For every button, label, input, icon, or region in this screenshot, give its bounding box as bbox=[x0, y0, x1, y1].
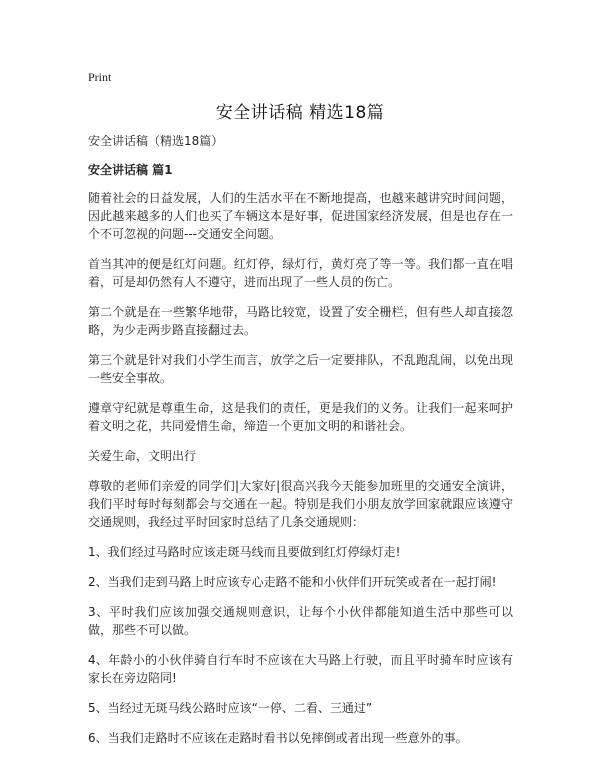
list-item-rule-5: 5、当经过无斑马线公路时应该“一停、二看、三通过” bbox=[88, 701, 373, 715]
paragraph-fence: 第二个就是在一些繁华地带，马路比较宽，设置了安全栅栏，但有些人却直接忽略，为少走两步路直接翻过去。 bbox=[88, 305, 513, 337]
print-link[interactable]: Print bbox=[88, 70, 112, 84]
document-subtitle: 安全讲话稿（精选18篇） bbox=[88, 134, 224, 148]
paragraph-red-light: 首当其冲的便是红灯问题。红灯停，绿灯行，黄灯亮了等一等。我们都一直在唱着，可是却仍然有人不遵守，进而出现了一些人员的伤亡。 bbox=[88, 257, 513, 289]
section-heading: 安全讲话稿 篇1 bbox=[88, 163, 173, 177]
paragraph-intro: 随着社会的日益发展，人们的生活水平在不断地提高，也越来越讲究时间问题，因此越来越多的人们也买了车辆这本是好事，促进国家经济发展，但是也存在一个不可忽视的问题---交通安全问题。 bbox=[88, 191, 513, 241]
paragraph-subheading: 关爱生命，文明出行 bbox=[88, 449, 197, 463]
list-item-rule-6: 6、当我们走路时不应该在走路时看书以免摔倒或者出现一些意外的事。 bbox=[88, 731, 468, 745]
paragraph-students: 第三个就是针对我们小学生而言，放学之后一定要排队，不乱跑乱闹，以免出现一些安全事故。 bbox=[88, 353, 513, 385]
list-item-rule-1: 1、我们经过马路时应该走斑马线而且要做到红灯停绿灯走! bbox=[88, 545, 401, 559]
document-body bbox=[88, 132, 513, 759]
list-item-rule-4: 4、年龄小的小伙伴骑自行车时不应该在大马路上行驶，而且平时骑车时应该有家长在旁边陪同! bbox=[88, 653, 513, 685]
paragraph-speech-intro: 尊敬的老师们亲爱的同学们|大家好|很高兴我今天能参加班里的交通安全演讲，我们平时每时每刻都会与交通在一起。特别是我们小朋友放学回家就跟应该遵守交通规则，我经过平时回家时总结了几条交通规则： bbox=[88, 479, 513, 529]
document-title: 安全讲话稿 精选18篇 bbox=[215, 103, 385, 123]
list-item-rule-3: 3、平时我们应该加强交通规则意识，让每个小伙伴都能知道生活中那些可以做，那些不可以做。 bbox=[88, 605, 513, 637]
paragraph-respect-life: 遵章守纪就是尊重生命，这是我们的责任，更是我们的义务。让我们一起来呵护着文明之花，共同爱惜生命，缔造一个更加文明的和谐社会。 bbox=[88, 401, 513, 433]
list-item-rule-2: 2、当我们走到马路上时应该专心走路不能和小伙伴们开玩笑或者在一起打闹! bbox=[88, 575, 497, 589]
